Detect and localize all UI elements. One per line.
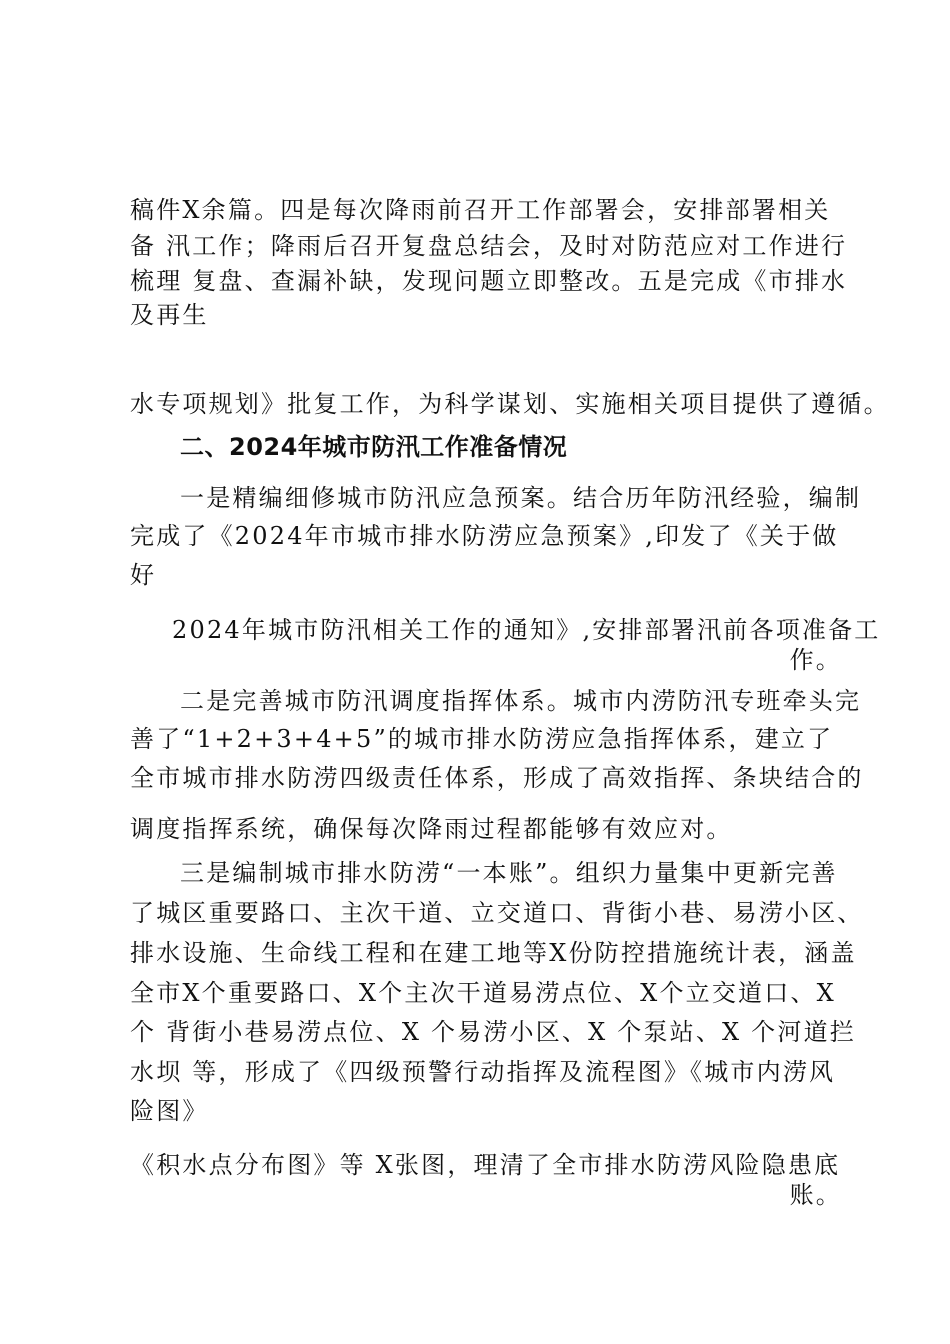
text-line-4: 及再生 xyxy=(130,301,209,329)
section-heading: 二、2024年城市防汛工作准备情况 xyxy=(180,433,568,461)
text-line-7: 一是精编细修城市防汛应急预案。结合历年防汛经验，编制 xyxy=(180,484,862,512)
text-line-12: 二是完善城市防汛调度指挥体系。城市内涝防汛专班牵头完 xyxy=(180,687,862,715)
text-line-2: 备 汛工作；降雨后召开复盘总结会，及时对防范应对工作进行 xyxy=(130,232,848,260)
text-line-8: 完成了《2024年市城市排水防涝应急预案》,印发了《关于做 xyxy=(130,522,839,550)
text-line-18: 排水设施、生命线工程和在建工地等X份防控措施统计表，涵盖 xyxy=(130,939,857,967)
text-line-13: 善了“1+2+3+4+5”的城市排水防涝应急指挥体系，建立了 xyxy=(130,725,834,753)
text-line-14: 全市城市排水防涝四级责任体系，形成了高效指挥、条块结合的 xyxy=(130,764,864,792)
text-line-5: 水专项规划》批复工作，为科学谋划、实施相关项目提供了遵循。 xyxy=(130,390,890,418)
text-line-16: 三是编制城市排水防涝“一本账”。组织力量集中更新完善 xyxy=(180,859,838,887)
text-line-9: 好 xyxy=(130,561,157,589)
text-line-10: 2024年城市防汛相关工作的通知》,安排部署汛前各项准备工 xyxy=(172,616,881,644)
text-line-24: 账。 xyxy=(789,1181,842,1209)
text-line-1: 稿件X余篇。四是每次降雨前召开工作部署会，安排部署相关 xyxy=(130,196,831,224)
text-line-11: 作。 xyxy=(789,646,842,674)
text-line-15: 调度指挥系统，确保每次降雨过程都能够有效应对。 xyxy=(130,815,733,843)
text-line-19: 全市X个重要路口、X个主次干道易涝点位、X个立交道口、X xyxy=(130,979,836,1007)
text-line-22: 险图》 xyxy=(130,1097,209,1125)
text-line-17: 了城区重要路口、主次干道、立交道口、背街小巷、易涝小区、 xyxy=(130,899,864,927)
text-line-23: 《积水点分布图》等 X张图，理清了全市排水防涝风险隐患底 xyxy=(130,1151,841,1179)
text-line-21: 水坝 等，形成了《四级预警行动指挥及流程图》《城市内涝风 xyxy=(130,1058,836,1086)
text-line-20: 个 背街小巷易涝点位、X 个易涝小区、X 个泵站、X 个河道拦 xyxy=(130,1018,856,1046)
text-line-3: 梳理 复盘、查漏补缺，发现问题立即整改。五是完成《市排水 xyxy=(130,267,848,295)
